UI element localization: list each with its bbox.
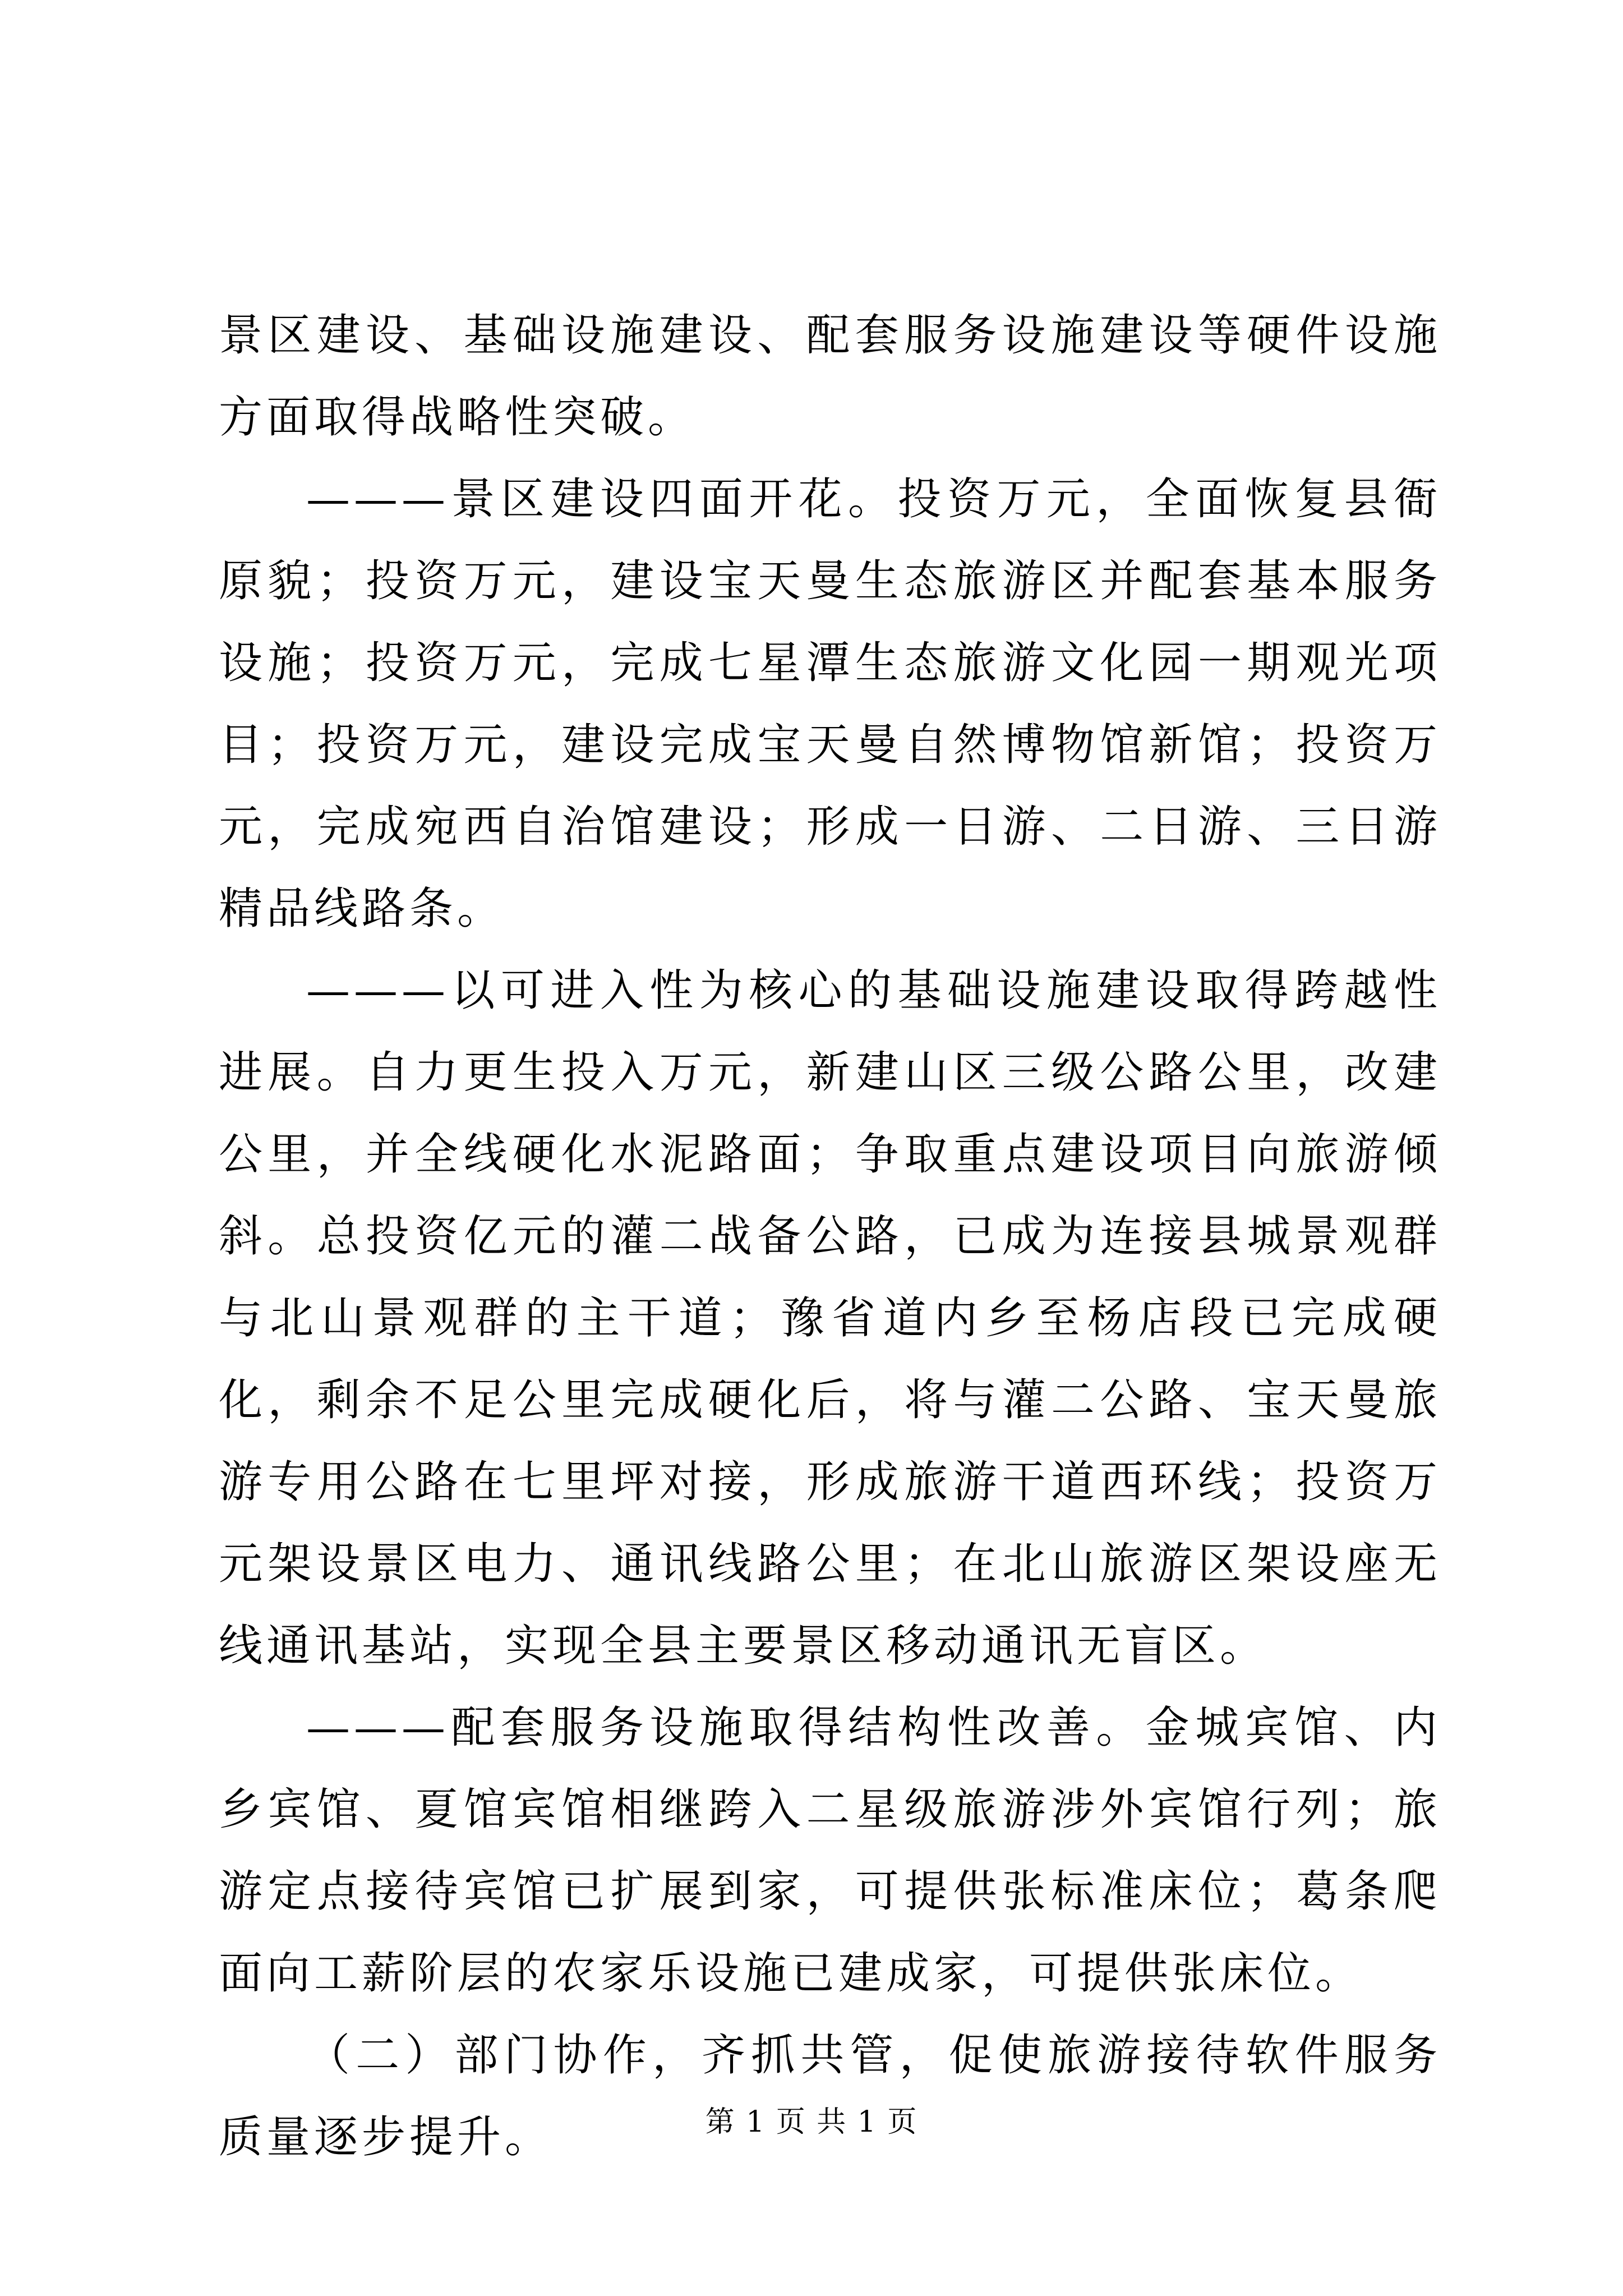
page-footer: 第 1 页 共 1 页 bbox=[705, 2105, 918, 2139]
paragraph-scenic-construction: ———景区建设四面开花。投资万元，全面恢复县衙原貌；投资万元，建设宝天曼生态旅游区并配套基本服务设施；投资万元，完成七星潭生态旅游文化园一期观光项目；投资万元，建设完成宝天曼自然博物馆新馆；投资万元，完成宛西自治馆建设；形成一日游、二日游、三日游精品线路条。 bbox=[219, 474, 1441, 934]
paragraph-infrastructure: ———以可进入性为核心的基础设施建设取得跨越性进展。自力更生投入万元，新建山区三级公路公里，改建公里，并全线硬化水泥路面；争取重点建设项目向旅游倾斜。总投资亿元的灌二战备公路，已成为连接县城景观群与北山景观群的主干道；豫省道内乡至杨店段已完成硬化，剩余不足公里完成硬化后，将与灌二公路、宝天曼旅游专用公路在七里坪对接，形成旅游干道西环线；投资万元架设景区电力、通讯线路公里；在北山旅游区架设座无线通讯基站，实现全县主要景区移动通讯无盲区。 bbox=[219, 965, 1441, 1671]
section-heading-department-cooperation: （二）部门协作，齐抓共管，促使旅游接待软件服务质量逐步提升。 bbox=[219, 2030, 1441, 2162]
paragraph-continuation: 景区建设、基础设施建设、配套服务设施建设等硬件设施方面取得战略性突破。 bbox=[219, 310, 1441, 443]
document-body bbox=[219, 295, 1441, 2178]
paragraph-service-facilities: ———配套服务设施取得结构性改善。金城宾馆、内乡宾馆、夏馆宾馆相继跨入二星级旅游涉外宾馆行列；旅游定点接待宾馆已扩展到家，可提供张标准床位；葛条爬面向工薪阶层的农家乐设施已建成家，可提供张床位。 bbox=[219, 1703, 1441, 1999]
